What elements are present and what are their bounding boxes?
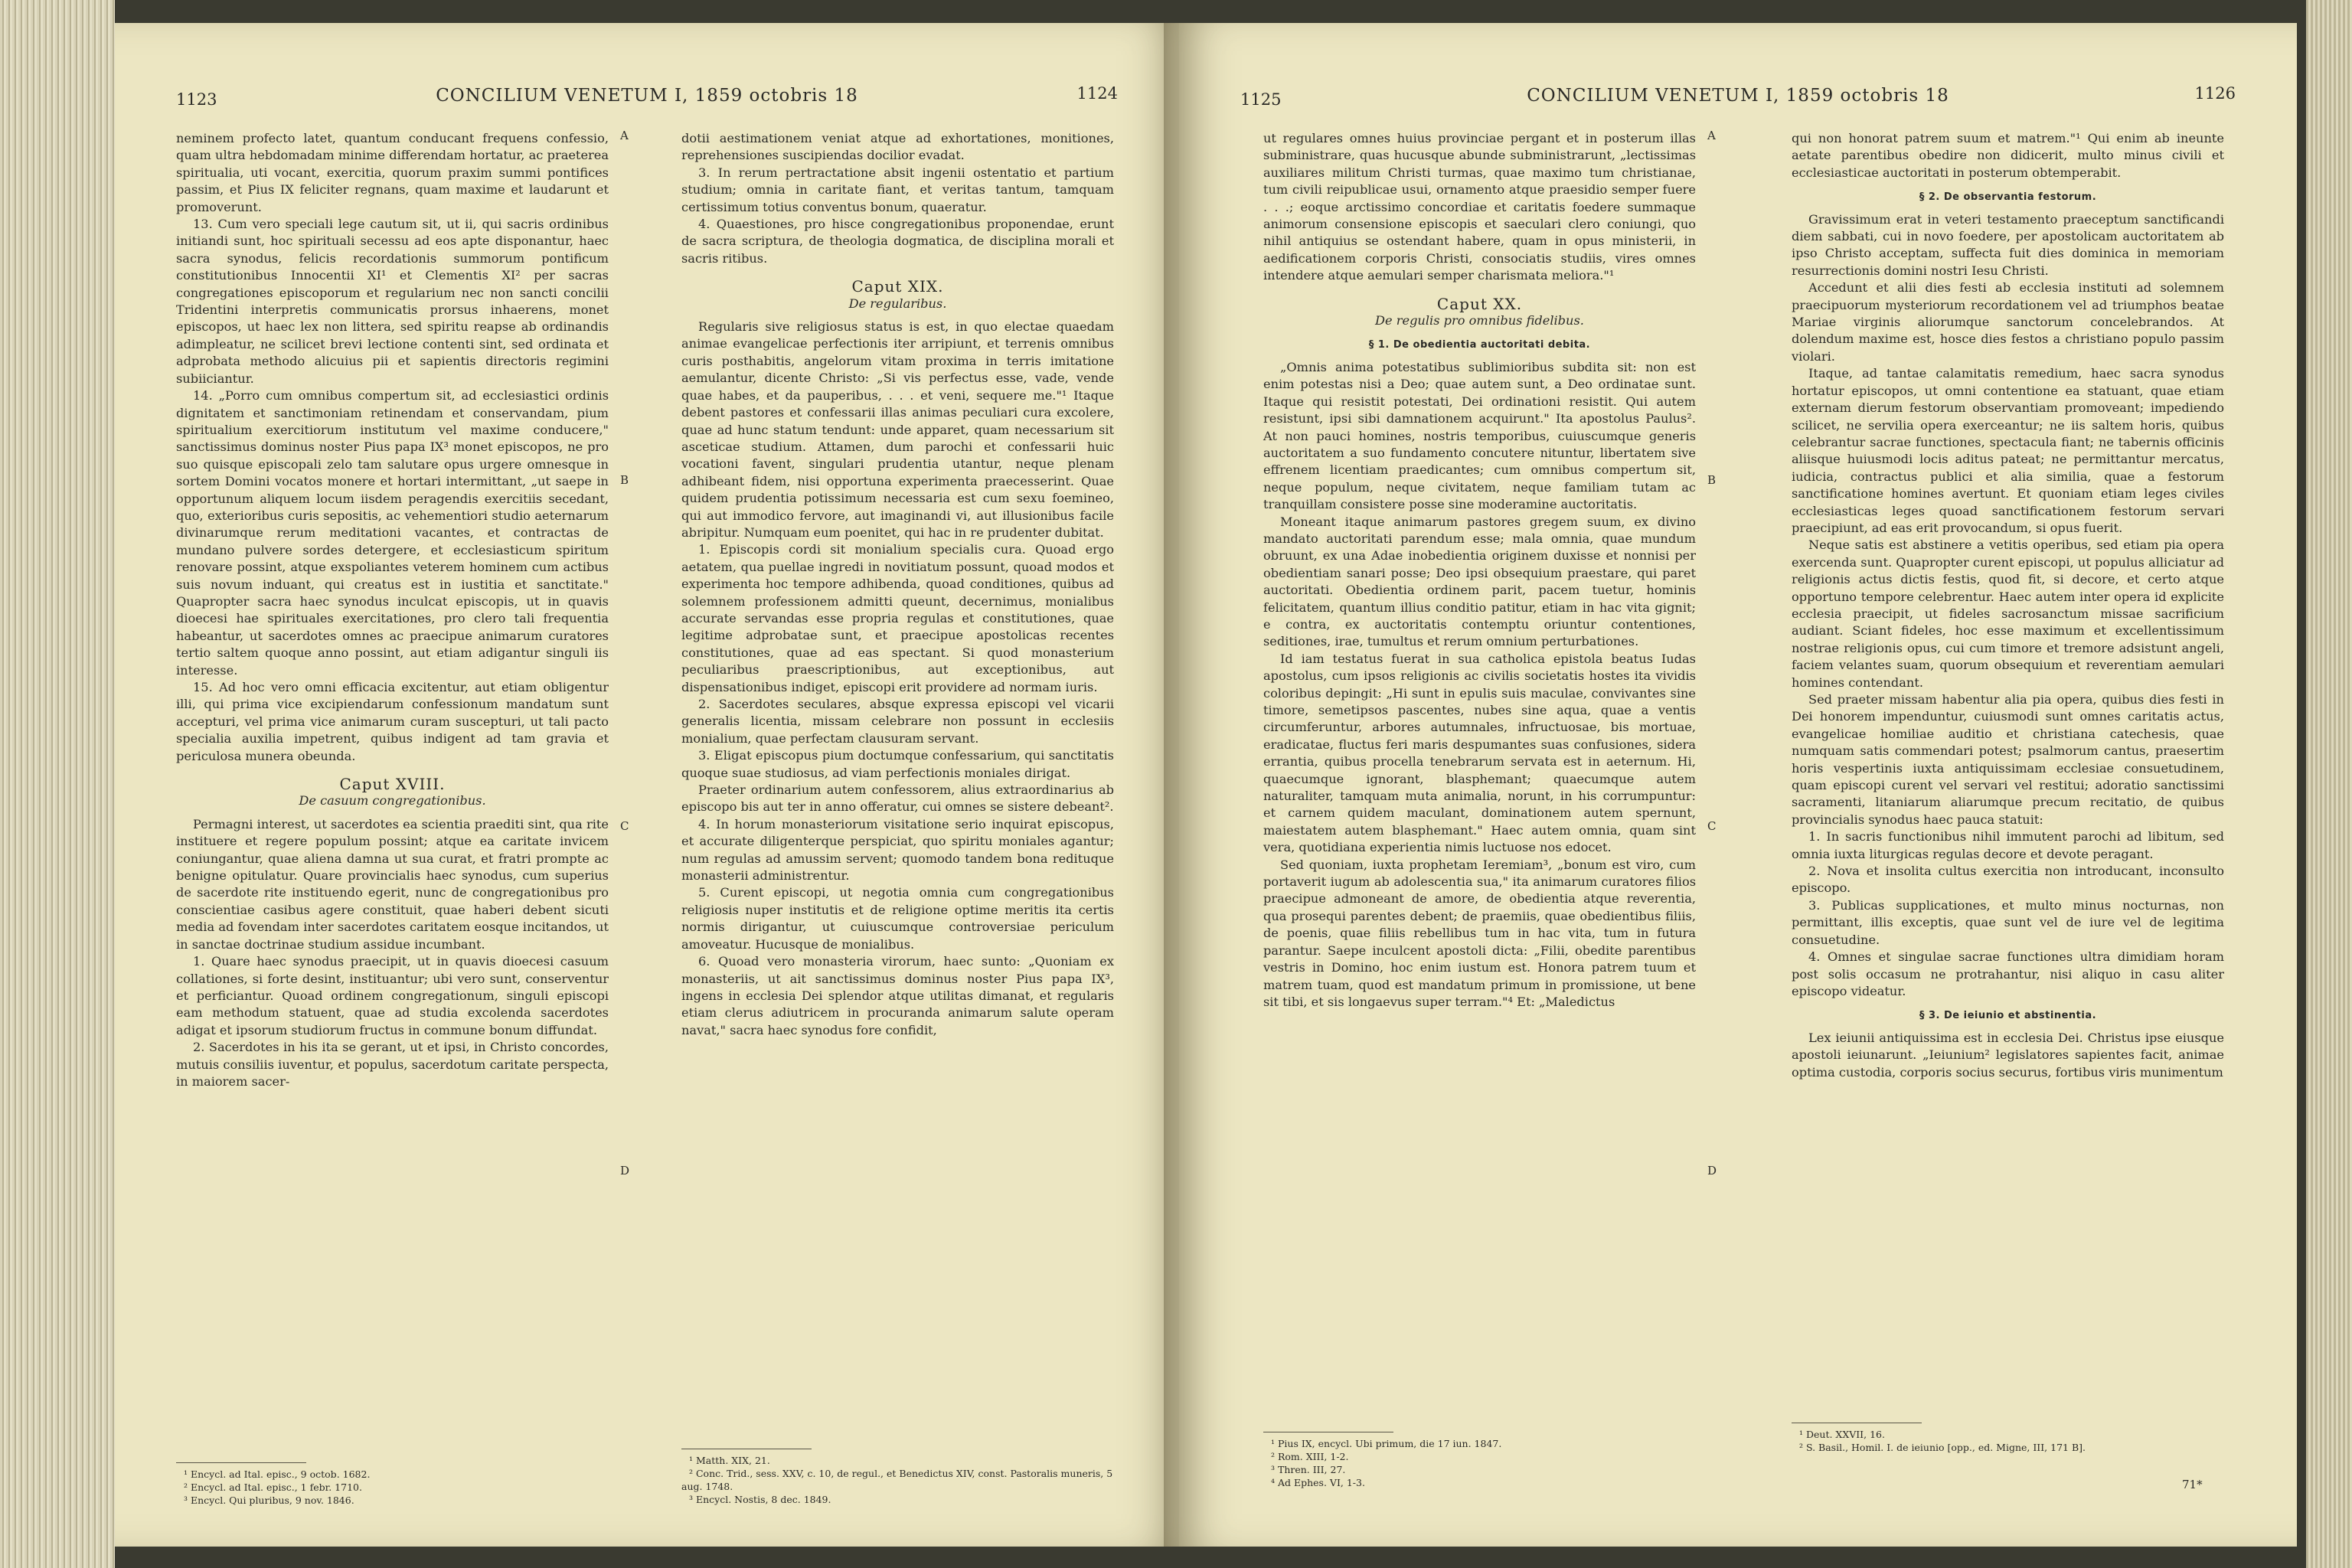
paragraph: Gravissimum erat in veteri testamento praeceptum sanctificandi diem sabbati, cui in novo foedere, per apostolicam auctoritatem ab ipso Christo acceptam, suffecta fuit dies dominica in memoriam resurrectionis domini nostri Iesu Christi. — [1792, 211, 2224, 278]
column-1126 — [1792, 130, 2224, 1081]
chapter-subtitle: De casuum congregationibus. — [299, 793, 486, 808]
footnote: ² Encycl. ad Ital. episc., 1 febr. 1710. — [184, 1481, 362, 1493]
footnote: ² S. Basil., Homil. I. de ieiunio [opp., ed. Migne, III, 171 B]. — [1799, 1442, 2086, 1453]
paragraph: ut regulares omnes huius provinciae pergant et in posterum illas subministrare, quas hucusque abunde subministrarunt, „lectissimas auxiliares militum Christi turmas, quae maximo tum christianae, tum civili reipublicae usui, ornamento atque praesidio semper fuere . . .; eoque arctissimo concordiae et caritatis foedere summaque animorum consensione episcopis et saeculari clero coniungi, quo nihil antiquius se ostendant habere, quam in opus ministerii, in aedificationem corporis Christi, consociatis studiis, vires omnes intendere atque aemulari semper charismata meliora."¹ — [1263, 131, 1696, 283]
paragraph: Itaque, ad tantae calamitatis remedium, haec sacra synodus hortatur episcopos, ut omni contentione ea statuant, quae etiam externam dierum festorum observantiam promoveant; impediendo scilicet, ne servilia opera exerceantur; ne iis saltem horis, quibus celebrantur sacrae functiones, spectacula fiant; ne tabernis officinis aliisque huiusmodi locis aditus pateat; ne permittantur mercatus, iudicia, contractus publici et alia similia, quae a festorum sanctificatione homines avertunt. Et quoniam etiam leges civiles ecclesiasticas leges quoad sanctificationem festorum servari praecipiunt, ad eas erit provocandum, si opus fuerit. — [1792, 366, 2224, 535]
footnotes-1125 — [1263, 1432, 1696, 1489]
paragraph: Sed quoniam, iuxta prophetam Ieremiam³, „bonum est viro, cum portaverit iugum ab adolescentia sua," ita animarum curatores filios praecipue admoneant de amore, de obedientia atque reverentia, qua prosequi parentes debent; de praemiis, quae obedientibus filiis, de poenis, quae filiis rebellibus tum in hac vita, tum in futura parantur. Saepe inculcent apostoli dicta: „Filii, obedite parentibus vestris in Domino, hoc enim iustum est. Honora patrem tuum et matrem tuam, quod est mandatum primum in promissione, ut bene sit tibi, et sis longaevus super terram."⁴ Et: „Maledictus — [1263, 857, 1696, 1009]
paragraph: Sed praeter missam habentur alia pia opera, quibus dies festi in Dei honorem impenduntur, cuiusmodi sunt omnes caritatis actus, evangelicae homiliae auditio et christiana catechesis, quae numquam satis commendari potest; psalmorum cantus, praesertim horis vespertinis iuxta antiquissimam ecclesiae consuetudinem, quam episcopi curent vel servari vel restitui; adoratio sanctissimi sacramenti, litaniarum aliarumque precum recitatio, de quibus provincialis synodus haec pauca statuit: — [1792, 692, 2224, 827]
margin-letter-d: D — [620, 1164, 630, 1178]
paragraph: 6. Quoad vero monasteria virorum, haec sunto: „Quoniam ex monasteriis, ut ait sanctissimus dominus noster Pius papa IX³, ingens in ecclesia Dei splendor atque utilitas dimanat, et regularis etiam clerus adiutricem in procuranda animarum salute operam navat," sacra haec synodus fore confidit, — [681, 954, 1114, 1037]
footnote: ¹ Pius IX, encycl. Ubi primum, die 17 iun. 1847. — [1271, 1438, 1502, 1449]
paragraph: 4. Omnes et singulae sacrae functiones ultra dimidiam horam post solis occasum ne protrahantur, nisi aliquo in casu aliter episcopo videatur. — [1792, 949, 2224, 998]
paragraph: „Omnis anima potestatibus sublimioribus subdita sit: non est enim potestas nisi a Deo; quae autem sunt, a Deo ordinatae sunt. Itaque qui resistit potestati, Dei ordinationi resistit. Qui autem resistunt, ipsi sibi damnationem acquirunt." Ita apostolus Paulus². At non pauci homines, nostris temporibus, cuiuscumque generis auctoritatem a suo fundamento concutere nituntur, libertatem sive effrenem licentiam praedicantes; cum omnibus compertum sit, neque populum, neque civitatem, neque familiam tutam ac tranquillam consistere posse sine moderamine auctoritatis. — [1263, 359, 1696, 512]
footnote: ⁴ Ad Ephes. VI, 1-3. — [1271, 1477, 1365, 1488]
paragraph: 3. Eligat episcopus pium doctumque confessarium, qui sanctitatis quoque suae studiosus, ad viam perfectionis moniales dirigat. — [681, 748, 1114, 780]
paragraph: Permagni interest, ut sacerdotes ea scientia praediti sint, qua rite instituere et regere populum possint; atque ea caritate invicem coniungantur, quae aliena damna ut sua curat, et fratri prompte ac benigne opitulatur. Quare provincialis haec synodus, cum superius de sacerdote rite instituendo egerit, nunc de congregationibus pro conscientiae casibus agere constituit, quae haberi debent sicuti media ad fovendam inter sacerdotes caritatem eosque incitandos, ut in sanctae doctrinae studium assidue incumbant. — [176, 816, 609, 952]
chapter-subtitle: De regulis pro omnibus fidelibus. — [1375, 313, 1584, 328]
paragraph: Moneant itaque animarum pastores gregem suum, ex divino mandato auctoritati parendum esse; mala omnia, quae mundum obruunt, ex una Adae inobedientia originem duxisse et nonnisi per obedientiam sanari posse; Deo ipsi obsequium praestare, qui paret auctoritati. Obedientia ordinem parit, pacem tuetur, hominis felicitatem, quantum illius conditio patitur, etiam in hac vita gignit; e contra, ex auctoritatis contemptu oriuntur contentiones, seditiones, irae, tumultus et rerum omnium perturbationes. — [1263, 514, 1696, 649]
paragraph: 2. Nova et insolita cultus exercitia non introducant, inconsulto episcopo. — [1792, 864, 2224, 896]
paragraph: Regularis sive religiosus status is est, in quo electae quaedam animae evangelicae perfectionis iter arripiunt, et terrenis omnibus curis posthabitis, angelorum vitam proxima in terris imitatione aemulantur, dicente Christo: „Si vis perfectus esse, vade, vende quae habes, et da pauperibus, . . . et veni, sequere me."¹ Itaque debent pastores et confessarii illas animas peculiari cura excolere, quae ad hunc statum tendunt: unde apparet, quam necessarium sit asceticae studium. Attamen, dum parochi et confessarii huic vocationi favent, singulari prudentia utantur, neque plenam adhibeant fidem, nisi opportuna experimenta praecesserint. Quae quidem prudentia potissimum necessaria est cum sexu foemineo, qui aut immodico fervore, aut imaginandi vi, aut illusionibus facile abripitur. Numquam eum poenitet, qui hac in re prudenter dubitat. — [681, 319, 1114, 540]
chapter-heading: Caput XX. — [1436, 294, 1523, 313]
paragraph: Id iam testatus fuerat in sua catholica epistola beatus Iudas apostolus, cum ipsos religionis ac civilis societatis hostes ita vividis coloribus depingit: „Hi sunt in epulis suis maculae, convivantes sine timore, semetipsos pascentes, nubes sine aqua, quae a ventis circumferuntur, arbores autumnales, infructuosae, bis mortuae, eradicatae, fluctus feri maris despumantes suas confusiones, sidera errantia, quibus procella tenebrarum servata est in aeternum. Hi, quaecumque ignorant, blasphemant; quaecumque autem naturaliter, tamquam muta animalia, norunt, in his corrumpuntur: et carnem quidem maculant, dominationem autem spernunt, maiestatem autem blasphemant." Haec autem omnia, quam sint vera, quotidiana experientia nimis luctuose nos edocet. — [1263, 651, 1696, 855]
book-edge-right — [2306, 0, 2352, 1568]
paragraph: Praeter ordinarium autem confessorem, alius extraordinarius ab episcopo bis aut ter in anno offeratur, cui omnes se sistere debeant². — [681, 782, 1114, 815]
column-number-1125: 1125 — [1240, 90, 1282, 109]
margin-letter-a: A — [620, 129, 629, 142]
margin-letter-c: C — [620, 819, 629, 833]
running-head-right — [1240, 84, 2236, 115]
paragraph: 3. Publicas supplicationes, et multo minus nocturnas, non permittant, illis exceptis, quae sunt vel de iure vel de legitima consuetudine. — [1792, 897, 2224, 947]
footnotes-1123 — [176, 1462, 609, 1507]
right-page — [1179, 23, 2297, 1547]
footnote: ¹ Deut. XXVII, 16. — [1799, 1429, 1885, 1440]
margin-letter-c: C — [1707, 819, 1717, 833]
book-edge-left — [0, 0, 115, 1568]
section-heading — [1792, 1008, 2224, 1024]
footnote: ² Conc. Trid., sess. XXV, c. 10, de regul., et Benedictus XIV, const. Pastoralis muneris, 5 aug. 1748. — [681, 1468, 1113, 1492]
chapter-heading: Caput XVIII. — [339, 775, 446, 794]
column-number-1124: 1124 — [1076, 84, 1118, 103]
column-1123 — [176, 130, 609, 1090]
footnote: ¹ Encycl. ad Ital. episc., 9 octob. 1682. — [184, 1468, 371, 1480]
column-1124 — [681, 130, 1114, 1039]
paragraph: 1. Episcopis cordi sit monialium specialis cura. Quoad ergo aetatem, qua puellae ingredi in novitiatum possunt, quoad modos et experimenta hoc tempore adhibenda, quoad conditiones, quibus ad solemnem professionem admitti queunt, decernimus, monialibus accurate servandas esse propria regulas et constitutiones, quae legitime adprobatae sunt, et praecipue apostolicas recentes constitutiones, quae ad eas spectant. Si quod monasterium peculiaribus praescriptionibus, aut exceptionibus, aut dispensationibus indiget, episcopi erit providere ad normam iuris. — [681, 542, 1114, 694]
footnote: ³ Encycl. Nostis, 8 dec. 1849. — [689, 1494, 831, 1505]
paragraph: 4. In horum monasteriorum visitatione serio inquirat episcopus, et accurate diligenterque perspiciat, quo spiritu moniales agantur; num regulas ad amussim servent; quomodo tandem bona redituque monasterii administrentur. — [681, 816, 1114, 884]
paragraph: 2. Sacerdotes in his ita se gerant, ut et ipsi, in Christo concordes, mutuis consiliis iuventur, et populus, sacerdotum caritate perspecta, in maiorem sacer- — [176, 1040, 609, 1089]
footnotes-1126 — [1792, 1423, 2224, 1454]
section-heading-text: § 1. De obedientia auctoritati debita. — [1368, 339, 1591, 351]
margin-letter-d: D — [1707, 1164, 1717, 1178]
margin-letter-b: B — [1707, 473, 1717, 487]
chapter-heading: Caput XIX. — [851, 277, 944, 296]
paragraph: dotii aestimationem veniat atque ad exhortationes, monitiones, reprehensiones suscipiendas docilior evadat. — [681, 131, 1114, 163]
footnote: ² Rom. XIII, 1-2. — [1271, 1451, 1349, 1462]
footnote: ¹ Matth. XIX, 21. — [689, 1455, 770, 1466]
column-1125 — [1263, 130, 1696, 1011]
paragraph: 2. Sacerdotes seculares, absque expressa episcopi vel vicarii generalis licentia, missam celebrare non possunt in ecclesiis monialium, quae perfectam clausuram servant. — [681, 697, 1114, 746]
column-number-1126: 1126 — [2194, 84, 2236, 103]
paragraph: 3. In rerum pertractatione absit ingenii ostentatio et partium studium; omnia in caritate fiant, et veritas tantum, tamquam certissimum totius conventus bonum, quaeratur. — [681, 165, 1114, 214]
paragraph: 5. Curent episcopi, ut negotia omnia cum congregationibus religiosis nuper institutis et de religione optime meritis ita certis normis dirigantur, ut cuiuscumque controversiae periculum amoveatur. Hucusque de monialibus. — [681, 885, 1114, 952]
paragraph: Neque satis est abstinere a vetitis operibus, sed etiam pia opera exercenda sunt. Quapropter curent episcopi, ut populus alliciatur ad religionis actus dictis festis, quod fit, si decore, et certo atque opportuno tempore celebrentur. Haec autem inter opera id explicite ecclesia praecipit, ut fideles sacrosanctum missae sacrificium audiant. Sciant fideles, hoc esse maximum et excellentissimum nostrae religionis opus, cui cum timore et tremore adsistunt angeli, faciem velantes suam, quorum obsequium et reverentiam aemulari homines contendant. — [1792, 537, 2224, 690]
chapter-subtitle: De regularibus. — [848, 296, 947, 311]
paragraph: Accedunt et alii dies festi ab ecclesia instituti ad solemnem praecipuorum mysteriorum recordationem vel ad triumphos beatae Mariae virginis aliorumque sanctorum concelebrandos. At dolendum maxime est, hosce dies festos a christiano populo passim violari. — [1792, 280, 2224, 364]
running-title-left: CONCILIUM VENETUM I, 1859 octobris 18 — [436, 86, 858, 106]
section-heading-text: § 2. De observantia festorum. — [1919, 191, 2097, 204]
footnotes-1124 — [681, 1449, 1114, 1506]
paragraph: 4. Quaestiones, pro hisce congregationibus proponendae, erunt de sacra scriptura, de theologia dogmatica, de disciplina morali et sacris ritibus. — [681, 217, 1114, 266]
margin-letter-b: B — [620, 473, 629, 487]
paragraph: 14. „Porro cum omnibus compertum sit, ad ecclesiastici ordinis dignitatem et sanctimoniam retinendam et conservandam, pium spiritualium exercitiorum institutum vel maxime conducere," sanctissimus dominus noster Pius papa IX³ monet episcopos, ne pro suo quisque episcopali zelo tam salutare opus urgere omnesque in sortem Domini vocatos monere et hortari intermittant, „ut saepe in opportunum aliquem locum iisdem peragendis exercitiis secedant, quo, exterioribus curis sepositis, ac vehementiori studio aeternarum divinarumque rerum meditationi vacantes, et contractas de mundano pulvere sordes detergere, et ecclesiasticum spiritum renovare possint, atque exspoliantes veterem hominem cum actibus suis novum induant, qui creatus est in iustitia et sanctitate." Quapropter sacra haec synodus inculcat episcopis, ut in quavis dioecesi hae spirituales exercitationes, pro clero tali frequentia habeantur, ut sacerdotes omnes ac praecipue animarum curatores tertio saltem quoque anno possint, aut etiam adigantur singuli iis interesse. — [176, 388, 609, 678]
footnote: ³ Encycl. Qui pluribus, 9 nov. 1846. — [184, 1494, 354, 1506]
paragraph: 1. In sacris functionibus nihil immutent parochi ad libitum, sed omnia iuxta liturgicas regulas decore et devote peragant. — [1792, 829, 2224, 861]
margin-letter-a: A — [1707, 129, 1716, 142]
signature-mark: 71* — [2182, 1478, 2203, 1491]
footnote-rule — [176, 1462, 306, 1463]
section-heading — [1263, 337, 1696, 354]
column-number-1123: 1123 — [176, 90, 217, 109]
paragraph: Lex ieiunii antiquissima est in ecclesia Dei. Christus ipse eiusque apostoli ieiunarunt. „Ieiunium² legislatores sapientes facit, animae optima custodia, corporis socius securus, fortibus viris munimentum — [1792, 1030, 2224, 1080]
paragraph: neminem profecto latet, quantum conducant frequens confessio, quam ultra hebdomadam minime differendam hortatur, ac praeterea spiritualia, uti vocant, exercitia, quorum praxim summi pontifices passim, et Pius IX feliciter regnans, quam maxime et laudarunt et promoverunt. — [176, 131, 609, 214]
footnote: ³ Thren. III, 27. — [1271, 1464, 1346, 1475]
paragraph: 13. Cum vero speciali lege cautum sit, ut ii, qui sacris ordinibus initiandi sunt, hoc spirituali secessu ad eos apte disponantur, haec sacra synodus, felicis recordationis summorum pontificum constitutionibus Innocentii XI¹ et Clementis XI² per sacras congregationes episcoporum et regularium nec non sancti concilii Tridentini interpretis communicatis prorsus inhaerens, monet episcopos, ut haec lex non littera, sed spiritu reapse ab ordinandis adimpleatur, ne scilicet brevi lectione contenti sint, sed ordinata et adprobata methodo alicuius pii et sapientis directoris regimini subiiciantur. — [176, 217, 609, 386]
paragraph: 15. Ad hoc vero omni efficacia excitentur, aut etiam obligentur illi, qui prima vice excipiendarum confessionum mandatum sunt accepturi, vel prima vice animarum curam suscepturi, ut tali pacto specialia auxilia impetrent, quibus indigent ad tam gravia et periculosa munera obeunda. — [176, 680, 609, 763]
section-heading — [1792, 189, 2224, 206]
running-title-right: CONCILIUM VENETUM I, 1859 octobris 18 — [1527, 86, 1949, 106]
section-heading-text: § 3. De ieiunio et abstinentia. — [1919, 1010, 2097, 1022]
running-head-left — [176, 84, 1118, 115]
paragraph: 1. Quare haec synodus praecipit, ut in quavis dioecesi casuum collationes, si forte desint, instituantur; ubi vero sunt, conserventur et perficiantur. Quoad ordinem congregationum, singuli episcopi eam methodum statuent, quae ad studia excolenda sacerdotes adigat et ipsorum studiorum fructus in commune bonum diffundat. — [176, 954, 609, 1037]
left-page — [115, 23, 1179, 1547]
paragraph: qui non honorat patrem suum et matrem."¹ Qui enim ab ineunte aetate parentibus obedire non didicerit, multo minus civili et ecclesiasticae auctoritati in posterum obtemperabit. — [1792, 131, 2224, 180]
